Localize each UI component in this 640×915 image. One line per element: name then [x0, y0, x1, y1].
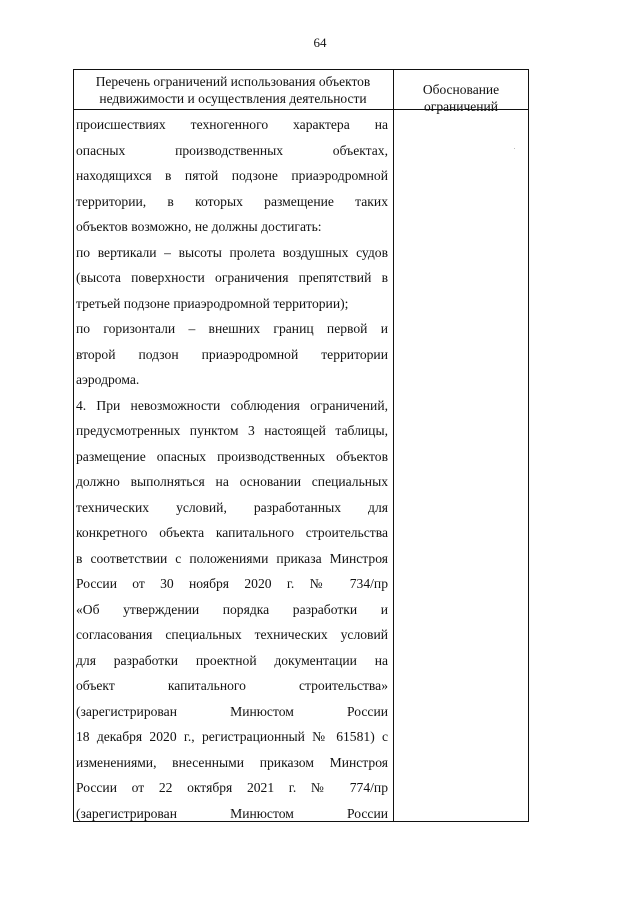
text-line: России от 22 октября 2021 г. № 774/пр: [76, 780, 388, 795]
text-line: по вертикали – высоты пролета воздушных судов: [76, 244, 388, 260]
text-line: предусмотренных пунктом 3 настоящей таблицы,: [76, 423, 388, 438]
text-line: происшествиях техногенного характера на: [76, 117, 388, 132]
text-line: аэродрома.: [76, 372, 140, 387]
text-line: 4. При невозможности соблюдения ограничений,: [76, 397, 388, 413]
text-line: России от 30 ноября 2020 г. № 734/пр: [76, 576, 388, 591]
text-line: для разработки проектной документации на: [76, 652, 388, 668]
column-header-restrictions-list: Перечень ограничений использования объектов недвижимости и осуществления деятельности: [95, 74, 371, 106]
text-line: (зарегистрирован Минюстом России: [76, 805, 388, 821]
restrictions-cell-text: [76, 112, 388, 826]
text-line: (высота поверхности ограничения препятствий в: [76, 270, 388, 285]
text-line: объектов возможно, не должны достигать:: [76, 219, 322, 234]
text-line: находящихся в пятой подзоне приаэродромной: [76, 168, 388, 183]
text-line: согласования специальных технических условий: [76, 627, 388, 642]
text-line: 18 декабря 2020 г., регистрационный № 61581) с: [76, 729, 388, 744]
text-line: конкретного объекта капитального строительства: [76, 525, 388, 540]
text-line: по горизонтали – внешних границ первой и: [76, 321, 388, 336]
column-header-justification: Обоснование ограничений: [422, 82, 500, 114]
text-line: размещение опасных производственных объектов: [76, 448, 388, 464]
text-line: объект капитального строительства»: [76, 678, 388, 693]
text-line: в соответствии с положениями приказа Минстроя: [76, 550, 388, 566]
text-line: изменениями, внесенными приказом Минстроя: [76, 754, 388, 770]
text-line: (зарегистрирован Минюстом России: [76, 703, 388, 719]
text-line: третьей подзоне приаэродромной территории);: [76, 295, 349, 311]
text-line: должно выполняться на основании специальных: [76, 474, 388, 489]
page-number: 64: [313, 35, 327, 50]
scan-speck: [514, 148, 515, 149]
text-line: территории, в которых размещение таких: [76, 193, 388, 209]
text-line: опасных производственных объектах,: [76, 142, 388, 158]
column-divider: [393, 69, 394, 822]
text-line: второй подзон приаэродромной территории: [76, 346, 388, 362]
text-line: технических условий, разработанных для: [76, 499, 388, 515]
text-line: «Об утверждении порядка разработки и: [76, 601, 388, 617]
